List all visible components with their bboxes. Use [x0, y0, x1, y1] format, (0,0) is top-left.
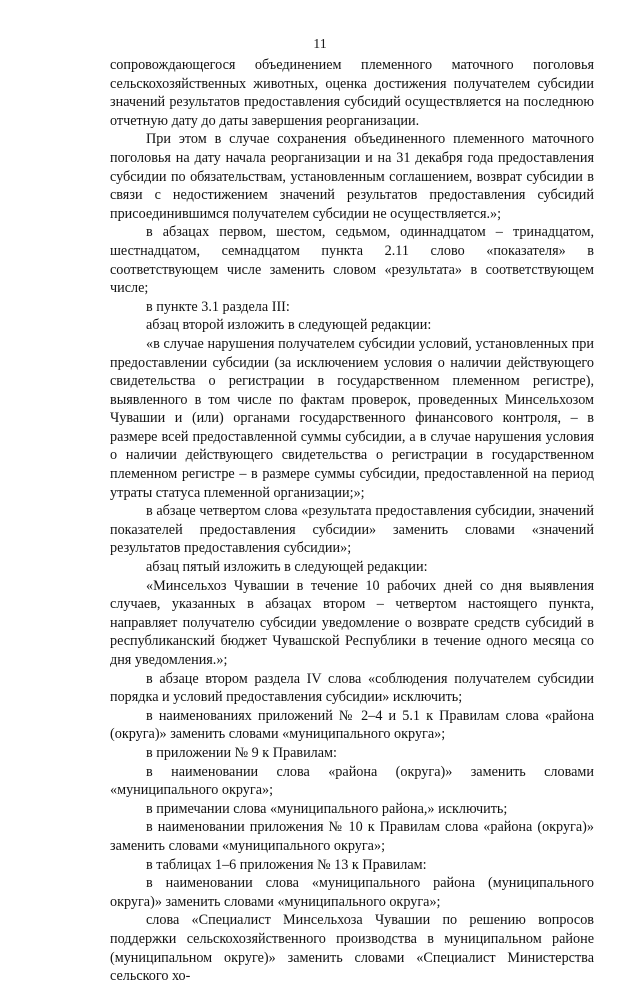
paragraph-8: абзац пятый изложить в следующей редакции:	[146, 559, 428, 576]
paragraph-3: в абзацах первом, шестом, седьмом, одиннадцатом – тринадцатом, шестнадцатом, семнадцатом пункта 2.11 слово «показателя» в соответствующем числе заменить словом «результата» в соответствующем числе;	[110, 224, 594, 297]
paragraph-9: «Минсельхоз Чувашии в течение 10 рабочих дней со дня выявления случаев, указанных в абзацах втором – четвертом настоящего пункта, направляет получателю субсидии уведомление о возврате средств субсидий в республиканский бюджет Чувашской Республики в течение одного месяца со дня уведомления.»;	[110, 577, 594, 668]
paragraph-18: слова «Специалист Минсельхоза Чувашии по решению вопросов поддержки сельскохозяйственного производства в муниципальном районе (муниципальном округе)» заменить словами «Специалист Министерства сельского хо-	[110, 912, 594, 985]
page-number: 11	[313, 37, 327, 52]
paragraph-7: в абзаце четвертом слова «результата предоставления субсидии, значений показателей предоставления субсидии» заменить словами «значений результатов предоставления субсидии»;	[110, 503, 594, 557]
paragraph-13: в наименовании слова «района (округа)» заменить словами «муниципального округа»;	[110, 763, 594, 799]
paragraph-2: При этом в случае сохранения объединенного племенного маточного поголовья на дату начала реорганизации и на 31 декабря года предоставления субсидии по обязательствам, установленным соглашением, возврат субсидии в связи с недостижением значений результатов предоставления субсидий присоединившимся получателем субсидии не осуществляется.»;	[110, 131, 594, 222]
paragraph-15: в наименовании приложения № 10 к Правилам слова «района (округа)» заменить словами «муниципального округа»;	[110, 819, 594, 854]
paragraph-1: сопровождающегося объединением племенного маточного поголовья сельскохозяйственных животных, оценка достижения получателем субсидии значений результатов предоставления субсидий осуществляется на последнюю отчетную дату до даты завершения реорганизации.	[110, 57, 594, 129]
paragraph-11: в наименованиях приложений № 2–4 и 5.1 к Правилам слова «района (округа)» заменить словами «муниципального округа»;	[110, 707, 594, 743]
paragraph-17: в наименовании слова «муниципального района (муниципального округа)» заменить словами «муниципального округа»;	[110, 875, 594, 910]
paragraph-10: в абзаце втором раздела IV слова «соблюдения получателем субсидии порядка и условий предоставления субсидии» исключить;	[110, 670, 594, 706]
paragraph-14: в примечании слова «муниципального района,» исключить;	[146, 800, 508, 817]
paragraph-6: «в случае нарушения получателем субсидии условий, установленных при предоставлении субсидии (за исключением условия о наличии действующего свидетельства о регистрации в государственном племенном регистре), выявленного в том числе по фактам проверок, проведенных Минсельхозом Чувашии и (или) органами государственного финансового контроля, – в размере всей предоставленной суммы субсидии, а в случае нарушения условия о наличии действующего свидетельства о регистрации в государственном племенном регистре – в размере суммы субсидии, предоставленной на период утраты статуса племенной организации;»;	[110, 335, 594, 501]
paragraph-12: в приложении № 9 к Правилам:	[146, 744, 337, 761]
document-body	[110, 56, 594, 986]
paragraph-5: абзац второй изложить в следующей редакции:	[146, 317, 432, 334]
paragraph-4: в пункте 3.1 раздела III:	[146, 298, 290, 315]
paragraph-16: в таблицах 1–6 приложения № 13 к Правилам:	[146, 856, 427, 873]
